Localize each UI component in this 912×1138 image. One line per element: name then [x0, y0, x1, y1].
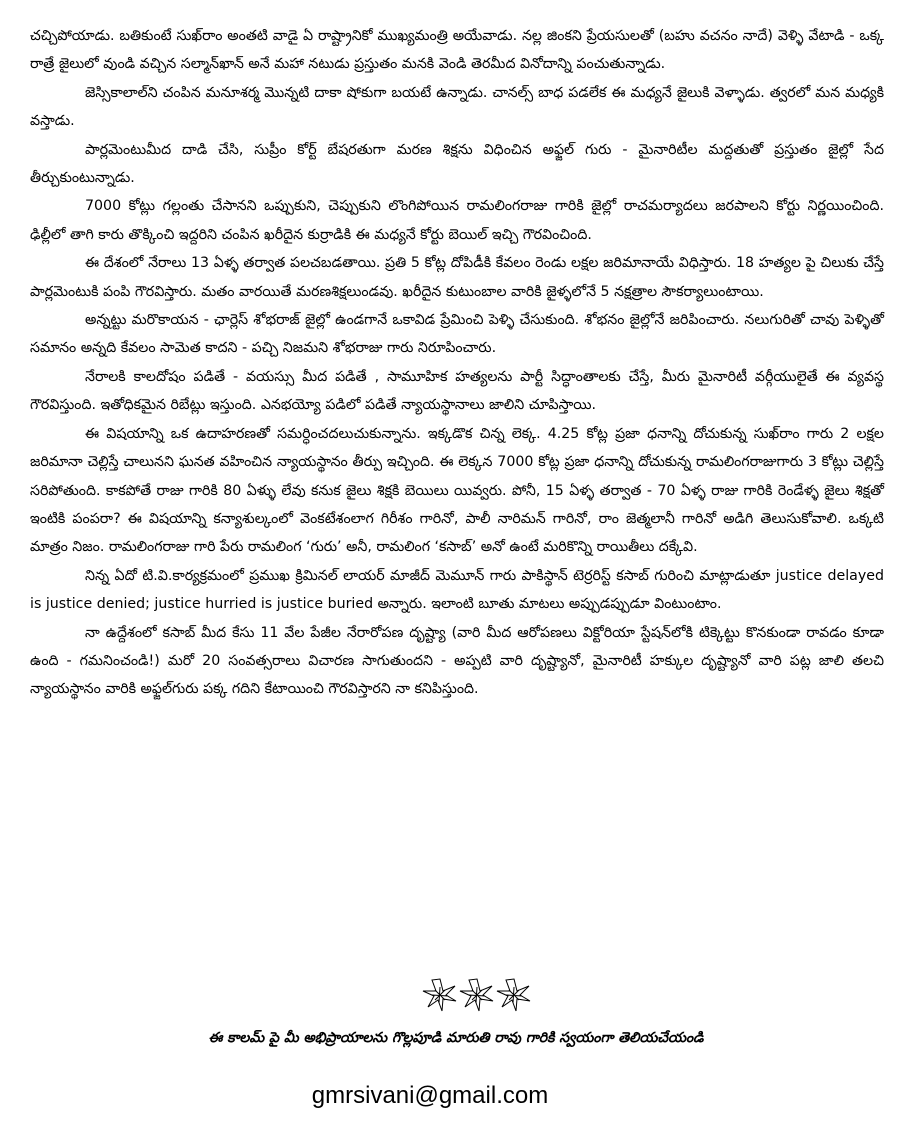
article-paragraph: నేరాలకి కాలదోషం పడితే - వయస్సు మీద పడితే , సామూహిక హత్యలను పార్టీ సిద్ధాంతాలకు చేస్తే, మీరు మైనారిటీ వర్గీయులైతే ఈ వ్యవస్థ గౌరవిస్తుంది. ఇతోధికమైన రిబేట్లు ఇస్తుంది. ఎనభయ్యో పడిలో పడితే న్యాయస్థానాలు జాలిని చూపిస్తాయి. [30, 368, 884, 414]
article-paragraph: 7000 కోట్లు గల్లంతు చేసానని ఒప్పుకుని, చెప్పుకుని లొంగిపోయిన రామలింగరాజు గారికి జైల్లో రాచమర్యాదలు జరపాలని కోర్టు నిర్ణయించింది. ఢిల్లీలో తాగి కారు తొక్కించి ఇద్దరిని చంపిన ఖరీదైన కుర్రాడికి ఈ మధ్యనే కోర్టు బెయిల్ ఇచ్చి గౌరవించింది. [30, 198, 884, 243]
article-paragraph: చచ్చిపోయాడు. బతికుంటే సుఖ్‌రాం అంతటి వాడై ఏ రాష్ట్రానికో ముఖ్యమంత్రి అయేవాడు. నల్ల జింకని ప్రేయసులతో (బహు వచనం నాదే) వెళ్ళి వేటాడి - ఒక్క రాత్రే జైలులో వుండి వచ్చిన సల్మాన్‌ఖాన్ అనే మహా నటుడు ప్రస్తుతం మనకి వెండి తెరమీద వినోదాన్ని పంచుతున్నాడు. [30, 28, 884, 73]
article-paragraph: నిన్న ఏదో టి.వి.కార్యక్రమంలో ప్రముఖ క్రిమినల్ లాయర్ మాజీద్ మెమూన్ గారు పాకిస్థాన్ టెర్రరిస్ట్ కసాబ్ గురించి మాట్లాడుతూ justice delayed is justice denied; justice hurried is justice buried అన్నారు. ఇలాంటి బూతు మాటలు అప్పుడప్పుడూ వింటుంటాం. [30, 567, 884, 613]
star-burst-divider-icon [420, 975, 535, 1015]
article-paragraph: జెస్సికాలాల్‌ని చంపిన మనూశర్మ మొన్నటి దాకా షోకుగా బయటే ఉన్నాడు. చానల్స్ బాధ పడలేక ఈ మధ్యనే జైలుకి వెళ్ళాడు. త్వరలో మన మధ్యకి వస్తాడు. [30, 84, 884, 130]
article-paragraph: ఈ విషయాన్ని ఒక ఉదాహరణతో సమర్ధించదలుచుకున్నాను. ఇక్కడొక చిన్న లెక్క. 4.25 కోట్ల ప్రజా ధనాన్ని దోచుకున్న సుఖ్‌రాం గారు 2 లక్షల జరిమానా చెల్లిస్తే చాలునని ఘనత వహించిన న్యాయస్థానం తీర్పు ఇచ్చింది. ఈ లెక్కన 7000 కోట్ల ప్రజా ధనాన్ని దోచుకున్న రామలింగరాజుగారు 3 కోట్లు చెల్లిస్తే సరిపోతుంది. కాకపోతే రాజు గారికి 80 ఏళ్ళు లేవు కనుక జైలు శిక్షకి బెయిలు యివ్వరు. పోనీ, 15 ఏళ్ళ తర్వాత - 70 ఏళ్ళ రాజు గారికి రెండేళ్ళ జైలు శిక్షతో ఇంటికి పంపరా? ఈ విషయాన్ని కన్యాశుల్కంలో వెంకటేశంలాగ గిరీశం గారినో, పాలీ నారిమన్ గారినో, రాం జెత్మలానీ గారినో అడిగి తెలుసుకోవాలి. ఒక్కటి మాత్రం నిజం. రామలింగరాజు గారి పేరు రామలింగ ‘గురు’ అనీ, రామలింగ ‘కసాబ్’ అనో ఉంటే మరికొన్ని రాయితీలు దక్కేవి. [30, 425, 884, 556]
contact-email: gmrsivani@gmail.com [311, 1082, 549, 1109]
article-paragraph: ఈ దేశంలో నేరాలు 13 ఏళ్ళ తర్వాత పలచబడతాయి. ప్రతి 5 కోట్ల దోపిడీకి కేవలం రెండు లక్షల జరిమానాయే విధిస్తారు. 18 హత్యల పై చిలుకు చేస్తే పార్లమెంటుకి పంపి గౌరవిస్తారు. మతం వారయితే మరణశిక్షలుండవు. ఖరీదైన కుటుంబాల వారికి జైళ్ళలోనే 5 నక్షత్రాల సౌకర్యాలుంటాయి. [30, 255, 884, 300]
article-paragraph: అన్నట్టు మరొకాయన - ఛార్లెస్ శోభరాజ్ జైల్లో ఉండగానే ఒకావిడ ప్రేమించి పెళ్ళి చేసుకుంది. శోభనం జైల్లోనే జరిపించారు. నలుగురితో చావు పెళ్ళితో సమానం అన్నది కేవలం సామెత కాదని - పచ్చి నిజమని శోభరాజు గారు నిరూపించారు. [30, 312, 884, 357]
feedback-note: ఈ కాలమ్ పై మీ అభిప్రాయాలను గొల్లపూడి మారుతి రావు గారికి స్వయంగా తెలియచేయండి [208, 1030, 704, 1046]
article-paragraph: పార్లమెంటుమీద దాడి చేసి, సుప్రీం కోర్ట్ బేషరతుగా మరణ శిక్షను విధించిన అఫ్జల్ గురు - మైనారిటీల మద్దతుతో ప్రస్తుతం జైల్లో సేద తీర్చుకుంటున్నాడు. [30, 141, 884, 187]
article-paragraph: నా ఉద్దేశంలో కసాబ్ మీద కేసు 11 వేల పేజీల నేరారోపణ దృష్ట్యా (వారి మీద ఆరోపణలు విక్టోరియా స్టేషన్‌లోకి టిక్కెట్టు కొనకుండా రావడం కూడా ఉంది - గమనించండి!) మరో 20 సంవత్సరాలు విచారణ సాగుతుందని - అప్పటి వారి దృష్ట్యానో, మైనారిటీ హక్కుల దృష్ట్యానో వారి పట్ల జాలి తలచి న్యాయస్థానం వారికి అఫ్జల్‌గురు పక్క గదిని కేటాయించి గౌరవిస్తారని నా కనిపిస్తుంది. [30, 624, 884, 698]
article-body [30, 22, 884, 704]
